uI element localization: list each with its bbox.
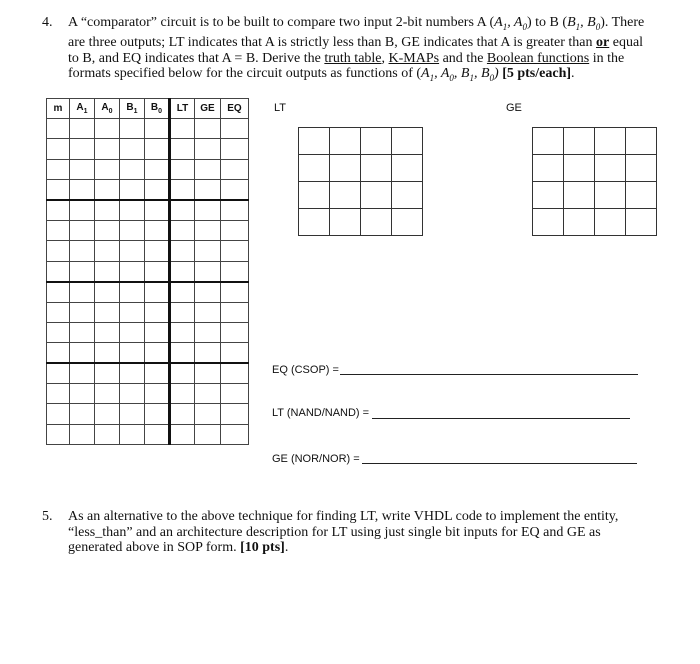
question-5-line-3: generated above in SOP form. [10 pts]. (68, 540, 289, 555)
truth-table-cell[interactable] (95, 159, 120, 179)
boolean-functions-link: Boolean functions (486, 50, 590, 66)
kmap-lt-grid (298, 127, 423, 236)
truth-table-cell[interactable] (195, 159, 221, 179)
truth-table-cell[interactable] (47, 220, 70, 240)
ge-function-label: GE (NOR/NOR) = (272, 453, 360, 465)
kmap-cell[interactable] (564, 155, 595, 182)
truth-table-cell[interactable] (195, 363, 221, 383)
question-4-line-4: formats specified below for the circuit outputs as functions of ($A_1$, $A_0$, $B_1$, $B_0$) [5 pts/each]. (68, 66, 575, 84)
kmap-cell[interactable] (533, 128, 564, 155)
truth-table-cell[interactable] (120, 220, 145, 240)
truth-table-cell[interactable] (120, 159, 145, 179)
truth-table-cell[interactable] (95, 363, 120, 383)
truth-table-cell[interactable] (195, 322, 221, 342)
truth-table-row (47, 139, 249, 159)
kmap-cell[interactable] (361, 182, 392, 209)
kmap-ge-label: GE (506, 102, 522, 114)
truth-table-cell[interactable] (47, 322, 70, 342)
kmap-row (299, 128, 423, 155)
truth-table-cell[interactable] (195, 200, 221, 220)
kmap-cell[interactable] (533, 209, 564, 236)
truth-table-cell[interactable] (47, 139, 70, 159)
header-eq: EQ (221, 99, 249, 119)
truth-table-cell[interactable] (195, 220, 221, 240)
header-m: m (47, 99, 70, 119)
truth-table-cell[interactable] (195, 384, 221, 404)
truth-table-cell[interactable] (145, 261, 170, 281)
truth-table (46, 98, 249, 445)
truth-table-cell[interactable] (70, 384, 95, 404)
question-4-line-3: to B, and EQ indicates that A = B. Derive the truth table, K-MAPs and the Boolean functions in the (68, 50, 625, 66)
truth-table-row (47, 424, 249, 444)
kmap-cell[interactable] (533, 155, 564, 182)
truth-table-cell[interactable] (195, 282, 221, 302)
kmap-cell[interactable] (626, 182, 657, 209)
truth-table-cell[interactable] (95, 404, 120, 424)
header-lt: LT (170, 99, 195, 119)
question-5-number: 5. (42, 509, 53, 524)
truth-table-cell[interactable] (70, 220, 95, 240)
kmap-cell[interactable] (392, 209, 423, 236)
truth-table-cell[interactable] (221, 119, 249, 139)
truth-table-cell[interactable] (221, 302, 249, 322)
truth-table-cell[interactable] (70, 302, 95, 322)
truth-table-row (47, 200, 249, 220)
kmap-cell[interactable] (595, 209, 626, 236)
truth-table-cell[interactable] (145, 119, 170, 139)
kmap-row (299, 155, 423, 182)
truth-table-cell[interactable] (47, 282, 70, 302)
truth-table-cell[interactable] (195, 119, 221, 139)
truth-table-cell[interactable] (95, 384, 120, 404)
kmap-cell[interactable] (392, 182, 423, 209)
truth-table-link: truth table (324, 50, 382, 66)
kmap-ge-grid (532, 127, 657, 236)
lt-function-label: LT (NAND/NAND) = (272, 407, 370, 419)
truth-table-cell[interactable] (221, 220, 249, 240)
question-4-line-1: A “comparator” circuit is to be built to compare two input 2-bit numbers A ($A_1$, $A_0$) to B ($B_1$, $B_0$). There (68, 15, 645, 32)
kmap-cell[interactable] (626, 155, 657, 182)
question-4-number: 4. (42, 15, 53, 30)
truth-table-cell[interactable] (47, 404, 70, 424)
kmap-cell[interactable] (299, 155, 330, 182)
question-5-line-2: “less_than” and an architecture description for LT using just single bit inputs for EQ and GE as (68, 524, 601, 540)
truth-table-row (47, 404, 249, 424)
truth-table-cell[interactable] (70, 424, 95, 444)
truth-table-cell[interactable] (170, 119, 195, 139)
kmap-cell[interactable] (299, 209, 330, 236)
truth-table-cell[interactable] (120, 384, 145, 404)
kmap-row (533, 128, 657, 155)
truth-table-cell[interactable] (47, 363, 70, 383)
truth-table-cell[interactable] (195, 261, 221, 281)
question-4-text (68, 15, 668, 87)
header-a0: $A_0$ (95, 99, 120, 119)
kmap-cell[interactable] (361, 128, 392, 155)
kmap-cell[interactable] (595, 182, 626, 209)
truth-table-cell[interactable] (170, 302, 195, 322)
truth-table-cell[interactable] (95, 119, 120, 139)
truth-table-cell[interactable] (47, 343, 70, 363)
truth-table-cell[interactable] (95, 220, 120, 240)
truth-table-cell[interactable] (221, 404, 249, 424)
truth-table-cell[interactable] (170, 343, 195, 363)
truth-table-cell[interactable] (145, 200, 170, 220)
truth-table-cell[interactable] (221, 180, 249, 200)
truth-table-cell[interactable] (195, 241, 221, 261)
kmap-row (299, 182, 423, 209)
eq-function-label: EQ (CSOP) = (272, 364, 339, 376)
truth-table-cell[interactable] (47, 241, 70, 261)
kmap-cell[interactable] (533, 182, 564, 209)
truth-table-cell[interactable] (70, 139, 95, 159)
truth-table-cell[interactable] (120, 343, 145, 363)
truth-table-cell[interactable] (145, 322, 170, 342)
truth-table-cell[interactable] (47, 261, 70, 281)
header-ge: GE (195, 99, 221, 119)
truth-table-cell[interactable] (95, 241, 120, 261)
kmap-cell[interactable] (299, 128, 330, 155)
truth-table-row (47, 159, 249, 179)
truth-table-cell[interactable] (221, 200, 249, 220)
truth-table-cell[interactable] (170, 384, 195, 404)
kmap-cell[interactable] (626, 209, 657, 236)
truth-table-cell[interactable] (145, 282, 170, 302)
truth-table-cell[interactable] (47, 384, 70, 404)
truth-table-row (47, 363, 249, 383)
truth-table-cell[interactable] (145, 343, 170, 363)
truth-table-row (47, 384, 249, 404)
truth-table-cell[interactable] (170, 139, 195, 159)
truth-table-cell[interactable] (120, 261, 145, 281)
truth-table-cell[interactable] (221, 343, 249, 363)
kmap-lt-label: LT (274, 102, 287, 114)
truth-table-cell[interactable] (170, 404, 195, 424)
truth-table-cell[interactable] (120, 139, 145, 159)
truth-table-cell[interactable] (145, 424, 170, 444)
truth-table-cell[interactable] (120, 282, 145, 302)
truth-table-row (47, 119, 249, 139)
truth-table-cell[interactable] (95, 139, 120, 159)
truth-table-cell[interactable] (195, 302, 221, 322)
truth-table-cell[interactable] (70, 322, 95, 342)
question-5-text (68, 509, 668, 556)
question-4-line-2: are three outputs; LT indicates that A is strictly less than B, GE indicates that A is greater than or equal (68, 35, 644, 51)
header-b1: $B_1$ (120, 99, 145, 119)
truth-table-cell[interactable] (120, 302, 145, 322)
truth-table-cell[interactable] (47, 119, 70, 139)
kmap-row (533, 182, 657, 209)
truth-table-cell[interactable] (120, 200, 145, 220)
truth-table-cell[interactable] (195, 424, 221, 444)
kmap-cell[interactable] (330, 182, 361, 209)
truth-table-body (47, 119, 249, 445)
truth-table-cell[interactable] (145, 363, 170, 383)
truth-table-row (47, 343, 249, 363)
kmap-cell[interactable] (564, 182, 595, 209)
kmap-cell[interactable] (330, 155, 361, 182)
truth-table-cell[interactable] (47, 159, 70, 179)
truth-table-cell[interactable] (145, 159, 170, 179)
truth-table-cell[interactable] (221, 322, 249, 342)
truth-table-cell[interactable] (47, 424, 70, 444)
truth-table-row (47, 220, 249, 240)
truth-table-cell[interactable] (221, 363, 249, 383)
truth-table-cell[interactable] (145, 180, 170, 200)
kmap-cell[interactable] (361, 209, 392, 236)
truth-table-cell[interactable] (120, 424, 145, 444)
truth-table-header-row (47, 99, 249, 119)
header-b0: $B_0$ (145, 99, 170, 119)
truth-table-cell[interactable] (145, 404, 170, 424)
truth-table-cell[interactable] (170, 159, 195, 179)
truth-table-cell[interactable] (195, 139, 221, 159)
truth-table-cell[interactable] (221, 282, 249, 302)
truth-table-row (47, 282, 249, 302)
truth-table-cell[interactable] (95, 302, 120, 322)
truth-table-cell[interactable] (221, 241, 249, 261)
kmap-cell[interactable] (392, 128, 423, 155)
truth-table-cell[interactable] (145, 302, 170, 322)
kmap-cell[interactable] (392, 155, 423, 182)
truth-table-cell[interactable] (47, 180, 70, 200)
lt-function-answer-line[interactable] (372, 418, 630, 419)
truth-table-cell[interactable] (70, 343, 95, 363)
truth-table-cell[interactable] (170, 424, 195, 444)
truth-table-cell[interactable] (95, 343, 120, 363)
truth-table-cell[interactable] (95, 200, 120, 220)
kmap-cell[interactable] (361, 155, 392, 182)
truth-table-cell[interactable] (120, 363, 145, 383)
truth-table-row (47, 241, 249, 261)
truth-table-cell[interactable] (195, 343, 221, 363)
truth-table-cell[interactable] (70, 363, 95, 383)
truth-table-cell[interactable] (70, 241, 95, 261)
truth-table-cell[interactable] (221, 384, 249, 404)
kmap-cell[interactable] (330, 209, 361, 236)
truth-table-row (47, 322, 249, 342)
truth-table-cell[interactable] (120, 180, 145, 200)
truth-table-cell[interactable] (145, 139, 170, 159)
truth-table-cell[interactable] (120, 241, 145, 261)
truth-table-cell[interactable] (95, 261, 120, 281)
truth-table-row (47, 261, 249, 281)
truth-table-cell[interactable] (170, 200, 195, 220)
kmap-row (299, 209, 423, 236)
truth-table-cell[interactable] (95, 180, 120, 200)
truth-table-cell[interactable] (70, 404, 95, 424)
question-5-line-1: As an alternative to the above technique for finding LT, write VHDL code to implement the entity, (68, 509, 619, 524)
truth-table-cell[interactable] (170, 261, 195, 281)
kmaps-link: K-MAPs (388, 50, 440, 66)
truth-table-cell[interactable] (145, 384, 170, 404)
truth-table-row (47, 180, 249, 200)
kmap-cell[interactable] (330, 128, 361, 155)
truth-table-cell[interactable] (47, 200, 70, 220)
truth-table-cell[interactable] (70, 261, 95, 281)
truth-table-cell[interactable] (70, 159, 95, 179)
ge-function-answer-line[interactable] (362, 463, 637, 464)
kmap-cell[interactable] (299, 182, 330, 209)
truth-table-cell[interactable] (195, 180, 221, 200)
truth-table-cell[interactable] (145, 241, 170, 261)
truth-table-cell[interactable] (70, 180, 95, 200)
truth-table-cell[interactable] (70, 119, 95, 139)
kmap-cell[interactable] (595, 128, 626, 155)
truth-table-cell[interactable] (47, 302, 70, 322)
truth-table-cell[interactable] (170, 282, 195, 302)
truth-table-cell[interactable] (120, 119, 145, 139)
header-a1: $A_1$ (70, 99, 95, 119)
truth-table-row (47, 302, 249, 322)
kmap-cell[interactable] (564, 209, 595, 236)
truth-table-cell[interactable] (170, 180, 195, 200)
truth-table-cell[interactable] (221, 261, 249, 281)
truth-table-cell[interactable] (70, 200, 95, 220)
truth-table-cell[interactable] (95, 424, 120, 444)
truth-table-cell[interactable] (170, 322, 195, 342)
kmap-row (533, 155, 657, 182)
truth-table-cell[interactable] (120, 404, 145, 424)
truth-table-cell[interactable] (195, 404, 221, 424)
eq-function-answer-line[interactable] (340, 374, 638, 375)
kmap-cell[interactable] (564, 128, 595, 155)
kmap-row (533, 209, 657, 236)
truth-table-cell[interactable] (95, 282, 120, 302)
truth-table-cell[interactable] (70, 282, 95, 302)
truth-table-cell[interactable] (120, 322, 145, 342)
truth-table-cell[interactable] (221, 424, 249, 444)
kmap-cell[interactable] (626, 128, 657, 155)
truth-table-cell[interactable] (170, 363, 195, 383)
truth-table-cell[interactable] (221, 139, 249, 159)
truth-table-cell[interactable] (145, 220, 170, 240)
kmap-cell[interactable] (595, 155, 626, 182)
truth-table-cell[interactable] (170, 220, 195, 240)
truth-table-cell[interactable] (95, 322, 120, 342)
truth-table-cell[interactable] (170, 241, 195, 261)
truth-table-cell[interactable] (221, 159, 249, 179)
